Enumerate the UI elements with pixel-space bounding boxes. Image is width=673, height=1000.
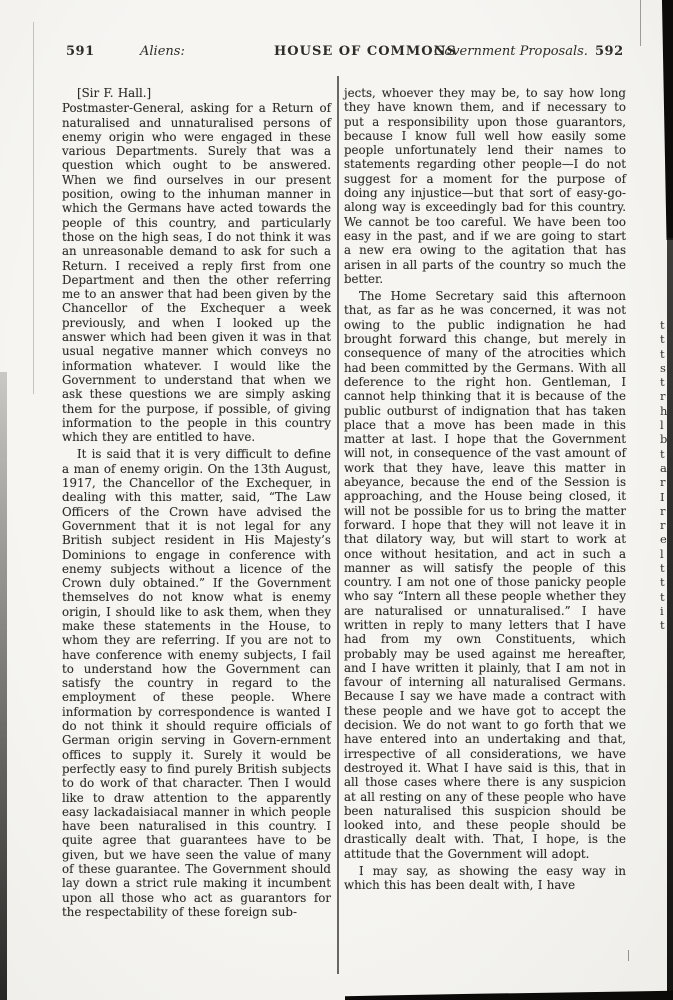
paragraph: It is said that it is very difficult to define a man of enemy origin. On the 13th August, 1917, the Chancellor of the Exchequer, in dealing with this matter, said, “The Law Officers of the Crown have advised the Government that it is not legal for any British subject resident in His Majesty’s Dominions to engage in conference with enemy subjects without a licence of the Crown duly obtained.” If the Government themselves do not know what is enemy origin, I should like to ask them, when they make these statements in the House, to whom they are referring. If you are not to have conference with enemy subjects, I fail to understand how the Government can satisfy the country in regard to the employment of these people. Where information by correspondence is wanted I do not think it should require officials of German origin serving in Govern-ernment offices to supply it. Surely it would be perfectly easy to find purely British subjects to do work of that character. Then I would like to draw attention to the apparently easy lackadaisiacal manner in which people have been naturalised in this country. I quite agree that guarantees have to be given, but we have seen the value of many of these guarantee. The Government should lay down a strict rule making it incumbent upon all those who act as guarantors for the respectability of these foreign sub- [62, 447, 331, 919]
letter-fragment: t [660, 589, 665, 604]
letter-fragment: i [660, 603, 664, 618]
speaker-attribution: [Sir F. Hall.] [77, 86, 152, 100]
right-edge-scan-shadow [667, 238, 673, 1000]
letter-fragment: t [660, 446, 665, 461]
letter-fragment: t [660, 346, 665, 361]
letter-fragment: b [660, 432, 667, 447]
paragraph: jects, whoever they may be, to say how long they have known them, and if necessary to put a responsibility upon those guarantors, because I know full well how easily some people unfortunately lend their names to statements regarding other people—I do not suggest for a moment for the purpose of doing any injustice—but that sort of easy-go-along way is exceedingly bad for this country. We cannot be too careful. We have been too easy in the past, and if we are going to start a new era owing to the agitation that has arisen in all parts of the country so much the better. [344, 86, 626, 286]
center-title: HOUSE OF COMMONS [274, 44, 457, 59]
running-title-left: Aliens: [140, 44, 185, 59]
adjacent-page-text-fragments [660, 318, 667, 633]
right-column-text [344, 86, 626, 893]
letter-fragment: r [660, 475, 666, 490]
paragraph: Postmaster-General, asking for a Return of naturalised and unnaturalised persons of enemy origin who were engaged in these various Departments. Surely that was a question which ought to be answered. When we find ourselves in our present position, owing to the inhuman manner in which the Germans have acted towards the people of this country, and particularly those on the high seas, I do not think it was an unreasonable demand to ask for such a Return. I received a reply first from one Department and then the other referring me to an answer that had been given by the Chancellor of the Exchequer a week previously, and when I looked up the answer which had been given it was in that usual negative manner which conveys no information whatever. I would like the Government to understand that when we ask these questions we are simply asking them for the purpose, if possible, of giving information to the people in this country which they are entitled to have. [62, 101, 331, 445]
letter-fragment: r [660, 389, 666, 404]
left-column [62, 86, 331, 919]
scan-mark [628, 950, 629, 961]
page-edge-line [640, 0, 641, 46]
right-edge-scan-shadow-top [656, 0, 673, 240]
paragraph: I may say, as showing the easy way in which this has been dealt with, I have [344, 864, 626, 893]
letter-fragment: t [660, 561, 665, 576]
letter-fragment: e [660, 532, 667, 547]
letter-fragment: s [660, 360, 666, 375]
letter-fragment: r [660, 503, 666, 518]
left-edge-scan-shadow [0, 372, 7, 1000]
left-column-text [62, 101, 331, 919]
letter-fragment: l [660, 546, 664, 561]
letter-fragment: a [660, 460, 667, 475]
letter-fragment: h [660, 403, 667, 418]
bottom-edge-scan-shadow [345, 990, 673, 1000]
page-number-left: 591 [66, 44, 95, 59]
letter-fragment: t [660, 375, 665, 390]
page-header [0, 44, 673, 64]
letter-fragment: I [660, 489, 665, 504]
letter-fragment: t [660, 332, 665, 347]
letter-fragment: r [660, 518, 666, 533]
left-crease-line [33, 22, 34, 394]
running-title-right: Government Proposals. [434, 44, 588, 59]
paragraph: The Home Secretary said this afternoon that, as far as he was concerned, it was not owing to the public indignation he had brought forward this change, but merely in consequence of many of the atrocities which had been committed by the Germans. With all deference to the right hon. Gentleman, I cannot help thinking that it is because of the public outburst of indignation that has taken place that a move has been made in this matter at last. I hope that the Government will not, in consequence of the vast amount of work that they have, leave this matter in abeyance, because the end of the Session is approaching, and the House being closed, it will not be possible for us to bring the matter forward. I hope that they will not leave it in that dilatory way, but will start to work at once without hesitation, and act in such a manner as will satisfy the people of this country. I am not one of those panicky people who say “Intern all these people whether they are naturalised or unnaturalised.” I have written in reply to many letters that I have had from my own Constituents, which probably may be used against me hereafter, and I have written it plainly, that I am not in favour of interning all naturalised Germans. Because I say we have made a contract with these people and we have got to accept the decision. We do not want to go forth that we have entered into an undertaking and that, irrespective of all considerations, we have destroyed it. What I have said is this, that in all those cases where there is any suspicion at all resting on any of these people who have been naturalised this suspicion should be looked into, and these people should be drastically dealt with. That, I hope, is the attitude that the Government will adopt. [344, 289, 626, 861]
column-divider-rule [337, 76, 339, 974]
right-column [344, 86, 626, 893]
letter-fragment: l [660, 418, 664, 433]
letter-fragment: t [660, 575, 665, 590]
letter-fragment: t [660, 318, 665, 332]
letter-fragment: t [660, 618, 665, 633]
page-number-right: 592 [595, 44, 624, 59]
